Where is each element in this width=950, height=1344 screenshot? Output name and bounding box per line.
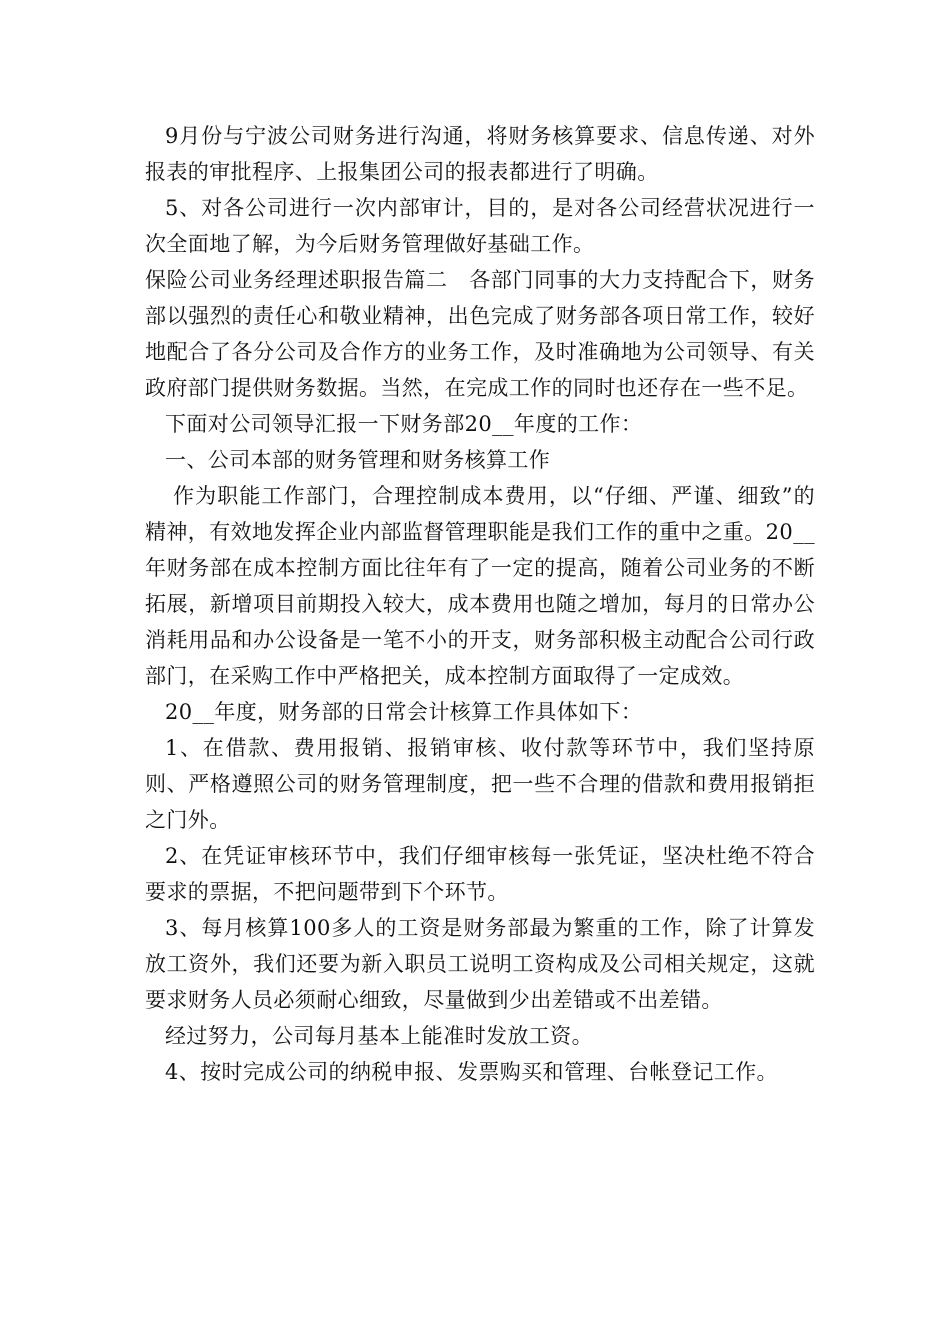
paragraph-2: 5、对各公司进行一次内部审计，目的，是对各公司经营状况进行一次全面地了解，为今后财务管理做好基础工作。 — [145, 196, 815, 256]
paragraph-6: 20__年度，财务部的日常会计核算工作具体如下： — [165, 700, 643, 724]
paragraph-4: 下面对公司领导汇报一下财务部20__年度的工作： — [165, 412, 643, 436]
paragraph-3: 保险公司业务经理述职报告篇二 各部门同事的大力支持配合下，财务部以强烈的责任心和敬业精神，出色完成了财务部各项日常工作，较好地配合了各分公司及合作方的业务工作，及时准确地为公司领导、有关政府部门提供财务数据。当然，在完成工作的同时也还存在一些不足。 — [145, 268, 815, 400]
list-item-2: 2、在凭证审核环节中，我们仔细审核每一张凭证，坚决杜绝不符合要求的票据，不把问题带到下个环节。 — [145, 844, 815, 904]
section-heading: 一、公司本部的财务管理和财务核算工作 — [165, 448, 551, 472]
paragraph-7: 经过努力，公司每月基本上能准时发放工资。 — [165, 1024, 593, 1048]
document-body — [145, 118, 815, 1090]
list-item-3: 3、每月核算100多人的工资是财务部最为繁重的工作，除了计算发放工资外，我们还要为新入职员工说明工资构成及公司相关规定，这就要求财务人员必须耐心细致，尽量做到少出差错或不出差错。 — [145, 916, 815, 1012]
paragraph-1: 9月份与宁波公司财务进行沟通，将财务核算要求、信息传递、对外报表的审批程序、上报集团公司的报表都进行了明确。 — [145, 124, 815, 184]
list-item-4: 4、按时完成公司的纳税申报、发票购买和管理、台帐登记工作。 — [165, 1060, 778, 1084]
paragraph-5: 作为职能工作部门，合理控制成本费用，以“仔细、严谨、细致”的精神，有效地发挥企业内部监督管理职能是我们工作的重中之重。20__年财务部在成本控制方面比往年有了一定的提高，随着公司业务的不断拓展，新增项目前期投入较大，成本费用也随之增加，每月的日常办公消耗用品和办公设备是一笔不小的开支，财务部积极主动配合公司行政部门，在采购工作中严格把关，成本控制方面取得了一定成效。 — [145, 484, 815, 688]
list-item-1: 1、在借款、费用报销、报销审核、收付款等环节中，我们坚持原则、严格遵照公司的财务管理制度，把一些不合理的借款和费用报销拒之门外。 — [145, 736, 815, 832]
